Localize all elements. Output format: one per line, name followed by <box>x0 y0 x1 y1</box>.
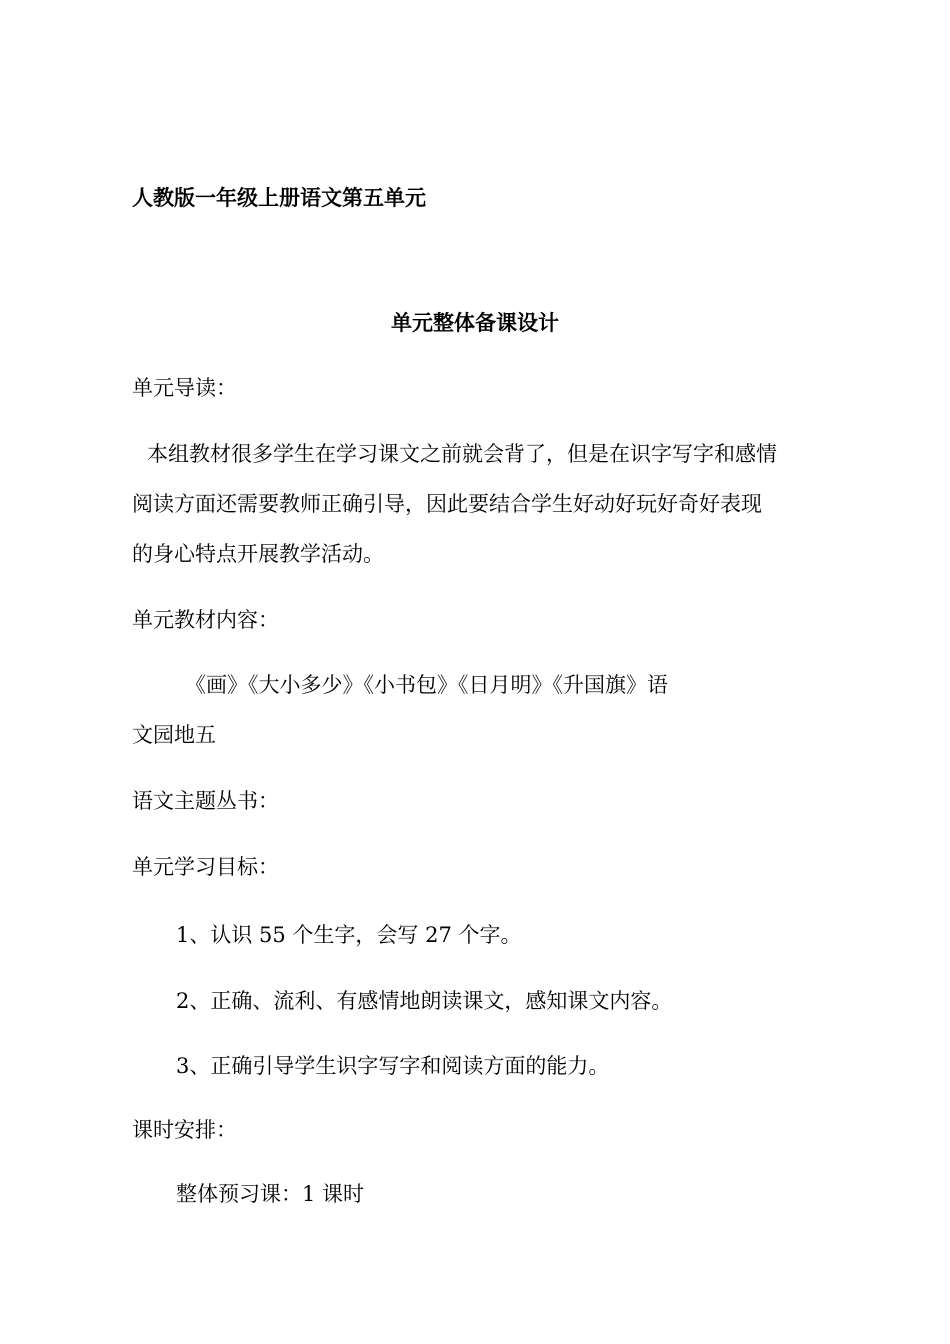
content-line: 文园地五 <box>132 723 216 747</box>
goal-item: 1、认识 55 个生字，会写 27 个字。 <box>176 923 522 947</box>
guide-paragraph-line: 的身心特点开展教学活动。 <box>132 542 384 566</box>
guide-paragraph-line: 本组教材很多学生在学习课文之前就会背了，但是在识字写字和感情 <box>147 442 777 466</box>
schedule-heading: 课时安排： <box>132 1118 237 1142</box>
document-subtitle: 单元整体备课设计 <box>391 311 559 335</box>
document-title: 人教版一年级上册语文第五单元 <box>132 186 426 210</box>
content-line: 《画》《大小多少》《小书包》《日月明》《升国旗》语 <box>185 673 668 697</box>
content-heading: 单元教材内容： <box>132 608 279 632</box>
guide-paragraph-line: 阅读方面还需要教师正确引导，因此要结合学生好动好玩好奇好表现 <box>132 492 762 516</box>
theme-heading: 语文主题丛书： <box>132 789 279 813</box>
goal-item: 2、正确、流利、有感情地朗读课文，感知课文内容。 <box>176 989 673 1013</box>
guide-heading: 单元导读： <box>132 376 237 400</box>
goals-heading: 单元学习目标： <box>132 855 279 879</box>
goal-item: 3、正确引导学生识字写字和阅读方面的能力。 <box>176 1054 610 1078</box>
schedule-item: 整体预习课：1 课时 <box>176 1182 365 1206</box>
